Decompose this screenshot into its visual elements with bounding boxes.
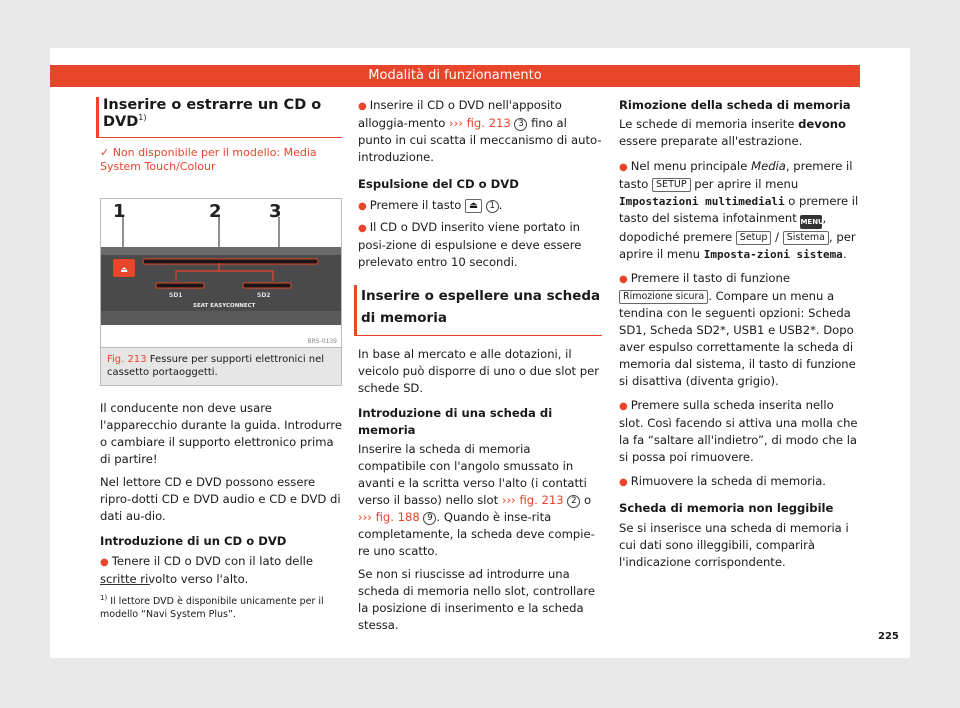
bullet-text: Premere il tasto bbox=[369, 198, 462, 212]
bullet-icon: ● bbox=[619, 401, 628, 412]
glovebox-slots-image bbox=[101, 199, 341, 347]
callout-number: 2 bbox=[567, 495, 580, 508]
svg-text:⏏: ⏏ bbox=[120, 264, 128, 274]
eject-key-icon: ⏏ bbox=[465, 199, 482, 213]
callout-number: 1 bbox=[486, 200, 499, 213]
footnote-divider bbox=[100, 584, 150, 585]
bullet-text: Nel menu principale bbox=[630, 159, 748, 173]
bullet-icon: ● bbox=[358, 101, 367, 112]
slot-label-sd1: SD1 bbox=[169, 291, 183, 299]
brand-label: SEAT EASYCONNECT bbox=[193, 302, 256, 309]
bullet-item bbox=[358, 97, 602, 166]
bullet-text: per aprire il menu bbox=[694, 177, 799, 191]
bullet-text: Premere il tasto di funzione bbox=[630, 271, 790, 285]
subheading-unreadable-card: Scheda di memoria non leggibile bbox=[619, 501, 834, 515]
slot-label-sd2: SD2 bbox=[257, 291, 271, 299]
paragraph: Il conducente non deve usare l'apparecchio durante la guida. Introdurre o cambiare il supporto elettronico prima di partire! bbox=[100, 400, 342, 466]
bullet-icon: ● bbox=[619, 162, 628, 173]
paragraph bbox=[358, 441, 602, 560]
callout-number: 9 bbox=[423, 512, 436, 525]
callout-number: 3 bbox=[514, 118, 527, 131]
sistema-softkey: Sistema bbox=[783, 231, 829, 245]
figure-213 bbox=[100, 198, 342, 386]
callout-2: 2 bbox=[209, 200, 222, 222]
menu-name: Media bbox=[751, 159, 786, 173]
subheading-insert-cd: Introduzione di un CD o DVD bbox=[100, 533, 287, 548]
column-2 bbox=[358, 97, 602, 634]
section-heading-memory-card: Inserire o espellere una scheda di memoria bbox=[354, 285, 602, 336]
figure-code: BRS-0139 bbox=[307, 337, 337, 345]
bullet-icon: ● bbox=[358, 201, 367, 212]
heading-text: Inserire o estrarre un CD o DVD bbox=[103, 97, 322, 130]
bullet-text: Compare un menu a tendina con le seguenti opzioni: Scheda SD1, Scheda SD2*, USB1 e USB2*. Dopo aver espulso correttamente la scheda di memoria dal sistema, il tasto di funzione si disattiva (diventa grigio). bbox=[619, 289, 856, 388]
figure-link[interactable]: ››› fig. 188 bbox=[358, 510, 420, 524]
column-1 bbox=[100, 97, 342, 588]
column-3 bbox=[619, 97, 861, 571]
bullet-text: Premere sulla scheda inserita nello slot. Così facendo si attiva una molla che la fa “saltare all'indietro”, di modo che la si possa poi rimuovere. bbox=[619, 398, 858, 464]
paragraph-text: Le schede di memoria inserite bbox=[619, 117, 795, 131]
paragraph: Se non si riuscisse ad introdurre una scheda di memoria nello slot, controllare la posizione di inserimento e la scheda stessa. bbox=[358, 567, 596, 632]
availability-note: ✓ Non disponibile per il modello: Media System Touch/Colour bbox=[100, 145, 317, 173]
subheading-remove-card: Rimozione della scheda di memoria bbox=[619, 98, 851, 112]
paragraph-text: essere preparate all'estrazione. bbox=[619, 134, 803, 148]
bullet-item: ● Nel menu principale Media, premere il tasto SETUP per aprire il menu Impostazioni multimediali o premere il tasto del sistema infotainment MENU, dopodiché premere Setup / Sistema , per aprire il menu Imposta-zioni sistema. bbox=[619, 159, 859, 261]
caption-text: Fessure per supporti elettronici nel cassetto portaoggetti. bbox=[107, 353, 325, 378]
paragraph: Se si inserisce una scheda di memoria i cui dati sono illeggibili, comparirà l'indicazione corrispondente. bbox=[619, 521, 849, 569]
bullet-text: , dopodiché premere bbox=[619, 211, 827, 244]
bullet-text: Tenere il CD o DVD con il lato delle scritte rivolto verso l'alto. bbox=[100, 553, 314, 586]
setup-softkey: Setup bbox=[736, 231, 772, 245]
bullet-icon: ● bbox=[619, 477, 628, 488]
bullet-text: o premere il tasto del sistema infotainment bbox=[619, 194, 859, 225]
callout-3: 3 bbox=[269, 200, 282, 222]
bullet-item: ● Premere il tasto ⏏ 1 . bbox=[358, 198, 503, 212]
safe-removal-softkey: Rimozione sicura bbox=[619, 290, 708, 304]
chapter-header bbox=[50, 65, 860, 87]
callout-1: 1 bbox=[113, 200, 126, 222]
bullet-text: Il CD o DVD inserito viene portato in posi-zione di espulsione e deve essere prelevato entro 10 secondi. bbox=[358, 220, 582, 269]
footnote bbox=[100, 592, 342, 621]
bullet-item bbox=[100, 553, 342, 588]
bullet-text: fino al punto in cui scatta il meccanismo di auto-introduzione. bbox=[358, 116, 602, 164]
menu-key-icon: MENU bbox=[800, 215, 822, 229]
paragraph-text: Inserire la scheda di memoria compatibile con l'angolo smussato in avanti e la scritta verso l'alto (i contatti verso il basso) nello slot bbox=[358, 442, 587, 507]
figure-link[interactable]: ››› fig. 213 bbox=[448, 116, 511, 130]
bullet-item: ● Premere il tasto di funzione Rimozione sicura . Compare un menu a tendina con le seguenti opzioni: Scheda SD1, Scheda SD2*, USB1 e USB2*. Dopo aver espulso correttamente la scheda di memoria dal sistema, il tasto di funzione si disattiva (diventa grigio). bbox=[619, 271, 856, 388]
emphasis-text: devono bbox=[798, 117, 847, 131]
paragraph: Nel lettore CD e DVD possono essere ripro-dotti CD e DVD audio e CD e DVD di dati au-dio. bbox=[100, 474, 341, 523]
footnote-text: Il lettore DVD è disponibile unicamente per il modello “Navi System Plus”. bbox=[100, 596, 324, 621]
bullet-icon: ● bbox=[358, 223, 367, 234]
paragraph bbox=[619, 116, 861, 150]
subheading-insert-card: Introduzione di una scheda di memoria bbox=[358, 406, 553, 437]
menu-path: Impostazioni multimediali bbox=[619, 195, 785, 208]
bullet-icon: ● bbox=[619, 274, 628, 285]
caption-ref: Fig. 213 bbox=[107, 353, 147, 365]
bullet-item bbox=[619, 473, 861, 491]
paragraph: In base al mercato e alle dotazioni, il veicolo può disporre di uno o due slot per schede SD. bbox=[358, 347, 600, 395]
figure-link[interactable]: ››› fig. 213 bbox=[501, 493, 564, 507]
subheading-eject-cd: Espulsione del CD o DVD bbox=[358, 177, 519, 191]
bullet-item bbox=[619, 397, 861, 466]
footnote-marker: 1) bbox=[100, 594, 108, 602]
bullet-text: , per aprire il menu bbox=[619, 230, 856, 261]
paragraph-text: . Quando è inse-rita completamente, la scheda deve compie-re uno scatto. bbox=[358, 510, 595, 558]
bullet-item bbox=[358, 219, 602, 271]
bullet-text: Rimuovere la scheda di memoria. bbox=[630, 474, 826, 488]
setup-key: SETUP bbox=[652, 178, 691, 192]
menu-path: Imposta-zioni sistema bbox=[703, 248, 843, 261]
section-heading-cd bbox=[96, 97, 342, 138]
page-number: 225 bbox=[878, 631, 899, 642]
figure-caption bbox=[101, 347, 341, 385]
bullet-text: Inserire il CD o DVD nell'apposito alloggia-mento bbox=[358, 98, 562, 130]
paragraph-text: o bbox=[583, 493, 592, 507]
bullet-icon: ● bbox=[100, 556, 109, 568]
bullet-text: , premere il tasto bbox=[619, 159, 853, 191]
footnote-marker: 1) bbox=[138, 113, 147, 122]
chapter-title: Modalità di funzionamento bbox=[368, 68, 542, 83]
bullet-text: / bbox=[775, 230, 780, 244]
